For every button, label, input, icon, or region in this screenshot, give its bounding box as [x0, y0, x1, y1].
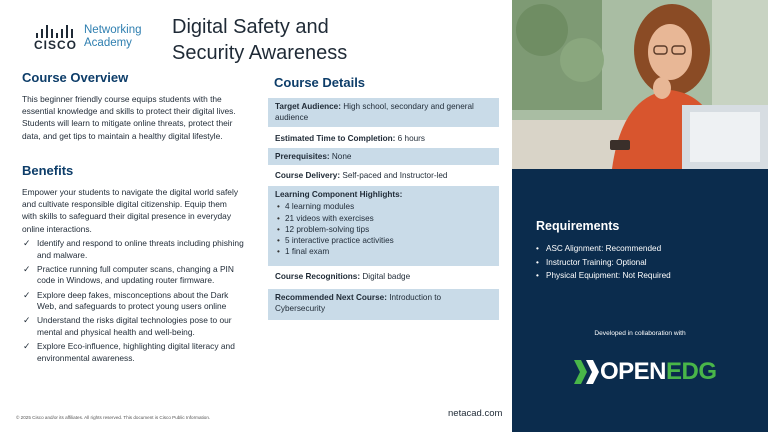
course-delivery-box: Course Delivery: Self-paced and Instructor-led	[275, 171, 448, 180]
cisco-networking-academy-logo	[32, 22, 152, 52]
highlight-item: • 5 interactive practice activities	[275, 235, 492, 246]
legal-notice: © 2025 Cisco and/or its affiliates. All rights reserved. This document is Cisco Public Information.	[16, 415, 211, 420]
benefits-intro: Empower your students to navigate the digital world safely and cultivate responsible digital citizenship. Equip them with skills to safeguard their digital presence in everyday online interactions.	[22, 187, 239, 234]
benefits-heading: Benefits	[22, 163, 74, 178]
requirements-heading: Requirements	[536, 219, 620, 233]
highlight-item: • 4 learning modules	[275, 201, 492, 212]
student-laptop-photo	[512, 0, 768, 169]
collaboration-note: Developed in collaboration with	[594, 330, 686, 337]
benefit-item: ✓ Explore Eco-influence, highlighting digital literacy and environmental awareness.	[23, 341, 235, 363]
openedg-logo	[568, 353, 718, 393]
highlight-item: • 21 videos with exercises	[275, 213, 492, 224]
openedg-wordmark: OPENEDG	[600, 358, 717, 385]
openedg-x-mark-icon	[572, 357, 600, 387]
highlights-list	[275, 201, 492, 257]
requirements-panel	[512, 169, 768, 432]
course-overview-heading: Course Overview	[22, 70, 129, 85]
page-title: Digital Safety and Security Awareness	[172, 16, 348, 64]
next-course-box: Recommended Next Course: Introduction to Cybersecurity	[268, 289, 499, 320]
time-to-completion-box: Estimated Time to Completion: 6 hours	[275, 134, 425, 143]
target-audience-box: Target Audience: High school, secondary and general audience	[268, 98, 499, 127]
highlight-item: • 1 final exam	[275, 246, 492, 257]
requirement-item: • ASC Alignment: Recommended	[536, 242, 671, 256]
learning-highlights-box: Learning Component Highlights: • 4 learning modules • 21 videos with exercises • 12 problem-solving tips • 5 interactive practice activities • 1 final exam	[268, 186, 499, 266]
benefits-list	[22, 238, 248, 367]
requirement-item: • Physical Equipment: Not Required	[536, 269, 671, 283]
netacad-link[interactable]: netacad.com	[448, 408, 503, 419]
requirements-list	[536, 242, 671, 283]
check-icon: ✓	[23, 315, 31, 326]
networking-academy-text: Networking Academy	[84, 24, 142, 49]
check-icon: ✓	[23, 289, 31, 300]
course-details-heading: Course Details	[274, 75, 366, 90]
prerequisites-box: Prerequisites: None	[268, 148, 499, 165]
benefit-item: ✓ Understand the risks digital technologies pose to our mental and physical health and well-being.	[23, 315, 232, 337]
course-recognitions-box: Course Recognitions: Digital badge	[275, 272, 411, 281]
highlight-item: • 12 problem-solving tips	[275, 224, 492, 235]
benefit-item: ✓ Practice running full computer scans, changing a PIN code in Windows, and updating router firmware.	[23, 263, 234, 286]
cisco-wordmark: CISCO	[34, 38, 78, 52]
benefit-item: ✓ Identify and respond to online threats including phishing and malware.	[23, 238, 244, 260]
check-icon: ✓	[23, 238, 31, 248]
benefit-item: ✓ Explore deep fakes, misconceptions about the Dark Web, and safeguards to protect young users online	[23, 289, 229, 312]
check-icon: ✓	[23, 341, 31, 352]
requirement-item: • Instructor Training: Optional	[536, 256, 671, 270]
course-overview-text: This beginner friendly course equips students with the essential knowledge and skills to protect their digital lives. Students will learn to mitigate online threats, protect their data, and get tips to maintain a healthy digital lifestyle.	[22, 94, 236, 141]
cisco-bars-icon	[36, 24, 72, 38]
check-icon: ✓	[23, 263, 31, 274]
